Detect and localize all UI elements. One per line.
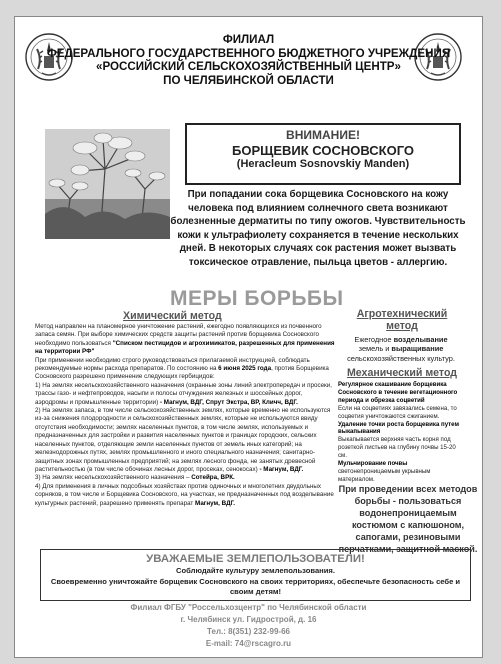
notice-title: УВАЖАЕМЫЕ ЗЕМЛЕПОЛЬЗОВАТЕЛИ!	[146, 553, 365, 565]
chemical-paragraph-1: Метод направлен на планомерное уничтожение растений, ежегодно появляющихся из почвенного запаса семян. При выборе химических средств защиты растений против борщевика Сосновского необходимо пользоваться "Списком пестицидов и агрохимикатов, разрешенных для применения на территории РФ"	[35, 323, 335, 356]
lead-paragraph: При попадании сока борщевика Сосновского на кожу человека под влиянием солнечного света возникают болезненные дерматиты по типу ожогов. Чувствительность кожи к ультрафиолету сохраняется в течение нескольких дней. В некоторых случаях сок растения может вызвать токсическое отравление, пыльца цветов - аллергию.	[170, 189, 466, 268]
plant-name: БОРЩЕВИК СОСНОВСКОГО	[231, 143, 415, 158]
measures-title: МЕРЫ БОРЬБЫ	[170, 287, 344, 310]
warning-title: ВНИМАНИЕ!	[286, 128, 360, 142]
agro-method-text: Ежегодное возделывание земель и выращивание сельскохозяйственных культур.	[347, 335, 455, 363]
header-line-2: ФЕДЕРАЛЬНОГО ГОСУДАРСТВЕННОГО БЮДЖЕТНОГО УЧРЕЖДЕНИЯ	[46, 46, 451, 60]
agro-method-title: Агротехнический метод	[356, 308, 448, 332]
warning-box	[185, 123, 461, 185]
footer-phone: Тел.: 8(351) 232-99-66	[207, 627, 290, 636]
footer-email: E-mail: 74@rscagro.ru	[205, 639, 292, 648]
notice-box	[40, 549, 471, 601]
header-line-4: ПО ЧЕЛЯБИНСКОЙ ОБЛАСТИ	[163, 73, 334, 87]
mech-method-title: Механический метод	[346, 367, 458, 379]
plant-latin-name: (Heracleum Sosnovskiy Manden)	[236, 158, 410, 170]
mech-item-2: Удаление точки роста борщевика путем выкапывания Выкапывается верхняя часть корня под розеткой листьев на глубину почвы 15-20 см.	[338, 420, 459, 460]
header-line-1: ФИЛИАЛ	[222, 33, 275, 46]
mech-item-1: Регулярное скашивание борщевика Сосновского в течение вегетационного периода и обрезка соцветий Если на соцветиях завязались семена, то соцветия уничтожаются сжиганием.	[338, 381, 458, 420]
footer-address: г. Челябинск ул. Гидрострой, д. 16	[180, 615, 317, 624]
mech-method-text	[338, 381, 466, 484]
chemical-method-text	[35, 323, 335, 508]
hogweed-photo	[45, 129, 170, 239]
chemical-item-1: 1) На землях несельскохозяйственного назначения (охранные зоны линий электропередач и просеки, трассы газо- и нефтепроводов, насыпи и полосы отчуждения железных и шоссейных дорог, аэродромы и промышленные территории) - Магнум, ВДГ, Спрут Экстра, ВР, Кличч, ВДГ.	[35, 381, 333, 406]
header-line-3: «РОССИЙСКИЙ СЕЛЬСКОХОЗЯЙСТВЕННЫЙ ЦЕНТР»	[96, 60, 401, 73]
footer-org: Филиал ФГБУ "Россельхозцентр" по Челябинской области	[130, 603, 367, 612]
chemical-method-title: Химический метод	[123, 310, 222, 322]
chemical-item-3: 3) На землях несельскохозяйственного назначения – Сотейра, ВРК.	[35, 474, 235, 482]
chemical-paragraph-2: При применении необходимо строго руководствоваться прилагаемой инструкцией, соблюдать рекомендуемые нормы расхода препаратов. По состоянию на 6 июня 2025 года, против Борщевика Сосновского разрешено применение следующих гербицидов:	[35, 356, 329, 381]
notice-line-1: Соблюдайте культуру землепользования.	[176, 566, 335, 575]
flyer-page	[14, 16, 483, 658]
notice-line-2: Своевременно уничтожайте борщевик Сосновского на своих территориях, обеспечьте безопасность себе и своим детям!	[50, 576, 461, 596]
chemical-item-4: 4) Для применения в личных подсобных хозяйствах против одиночных и многолетних двудольных сорняков, в том числе и Борщевика Сосновского, на участках, не предназначенных под возделывание культурных растений, разрешено применять препарат Магнум, ВДГ.	[35, 482, 334, 507]
mech-item-3: Мульчирование почвы светонепроницаемым укрывным материалом.	[338, 460, 431, 483]
header	[15, 33, 482, 87]
protection-advice: При проведении всех методов борьбы - пользоваться водонепроницаемым костюмом с капюшоном, сапогами, резиновыми перчатками, защитной маской.	[338, 484, 478, 554]
chemical-item-2: 2) На землях запаса, в том числе сельскохозяйственных землях, которые временно не используются из-за снижения плодородности и сельскохозяйственных землях, которые не используются ввиду отсутствия необходимости; землях населенных пунктов, в том числе землях, используемых и предназначенных для застройки и развития населенных пунктов и границах городских, сельских населенных пунктов, отделяющие земли населенных пунктов от земель иных категорий; на железнодорожных путях, землях промышленного и иного специального назначения; санитарно-защитных зонах промышленных предприятий; на землях лесного фонда, не занятых древесной растительностью (в том числе обочинах лесных дорог, просеках, сенокосах) - Магнум, ВДГ.	[35, 407, 331, 473]
